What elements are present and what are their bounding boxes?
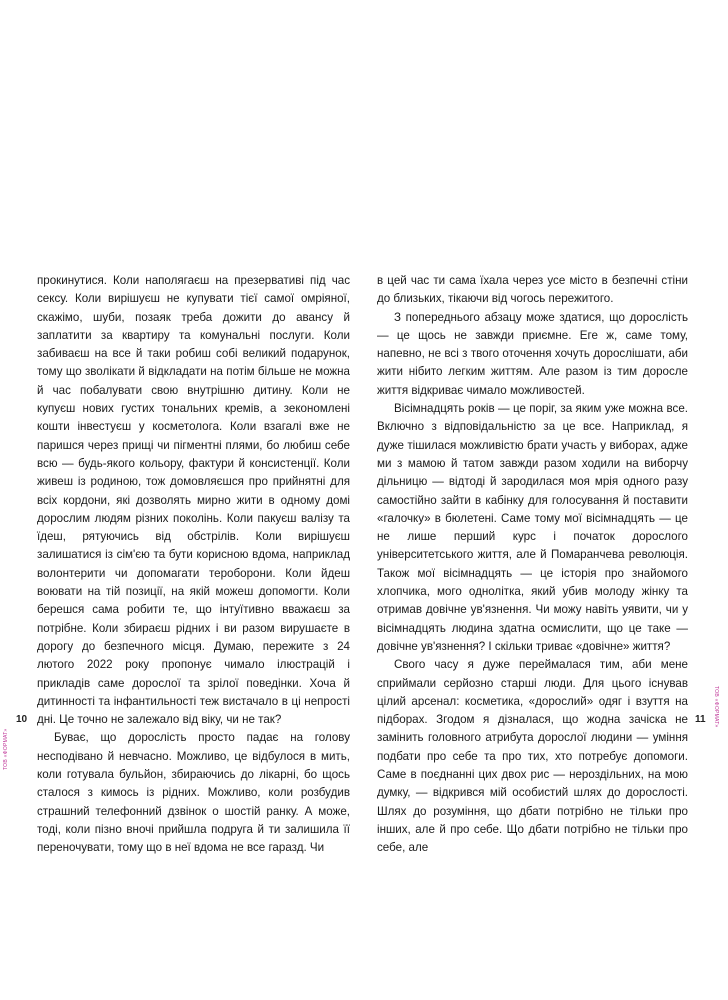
paragraph: Буває, що дорослість просто падає на голову несподівано й невчасно. Можливо, це відбулося в мить, коли готувала бульйон, збираючись до лікарні, бо щось сталося з кимось із рідних. Можливо, коли розбудив страшний телефонний дзвінок о шостій ранку. А може, тоді, коли пізно вночі прийшла подруга й ти залишила її переночувати, тому що в неї вдома не все гаразд. Чи: [37, 731, 350, 855]
left-page-text: [37, 272, 350, 858]
page-number-right: 11: [695, 714, 706, 725]
side-label-right: [712, 686, 720, 766]
paragraph: З попереднього абзацу може здатися, що дорослість — це щось не завжди приємне. Еге ж, саме тому, напевно, не всі з твого оточення хочуть дорослішати, аби жити нібито легким життям. Але разом із тим доросле життя відкриває чимало можливостей.: [377, 310, 688, 397]
paragraph: Вісімнадцять років — це поріг, за яким уже можна все. Включно з відповідальністю за це все. Наприклад, я дуже тішилася можливістю брати участь у виборах, адже ми з мамою й татом завжди разом ходили на виборчу дільницю — відтоді й зародилася моя мрія одного разу самостійно зайти в кабінку для голосування й поставити «галочку» в бюлетені. Саме тому мої вісімнадцять — це не лише перший курс і початок дорослого університетського життя, але й Помаранчева революція. Також мої вісімнадцять — це історія про знайомого хлопчика, мого однолітка, який убив молоду жінку та отримав довічне ув'язнення. Чи можу навіть уявити, чи у вісімнадцять людина здатна осмислити, що це таке — довічне ув'язнення? І скільки триває «довічне» життя?: [377, 402, 688, 653]
side-label-text: ТОВ «ФОРМАТ»: [3, 728, 9, 770]
right-page-text: [377, 272, 688, 858]
paragraph: Свого часу я дуже переймалася тим, аби мене сприймали серйозно старші люди. Для цього існував цілий арсенал: косметика, «дорослий» одяг і взуття на підборах. Згодом я дізналася, що жодна зачіска не замінить головного атрибута дорослої людини — уміння подбати про себе та про тих, хто потребує допомоги. Саме в поєднанні цих двох рис — нероздільних, на мою думку, — відкрився мій особистий шлях до дорослості. Шлях до розуміння, що дбати потрібно не тільки про інших, але й про себе. Що дбати потрібно не тільки про себе, але: [377, 658, 688, 855]
page-number-left: 10: [16, 714, 28, 725]
paragraph: прокинутися. Коли наполягаєш на презервативі під час сексу. Коли вирішуєш не купувати тієї самої омріяної, скажімо, шуби, позаяк треба дожити до авансу й заплатити за квартиру та комунальні послуги. Коли забиваєш на все й таки робиш собі великий подарунок, тому що зволікати й відкладати на потім більше не можна й час побалувати свою внутрішню дитину. Коли не купуєш нових густих тональних кремів, а зекономлені кошти інвестуєш у косметолога. Коли взагалі вже не паришся через прищі чи пігментні плями, бо любиш себе всю — будь-якого кольору, фактури й консистенції. Коли живеш із родиною, тож домовляєшся про прийнятні для всіх кордони, які дозволять мирно жити в одному домі дорослим людям різних поколінь. Коли пакуєш валізу та їдеш, рятуючись від обстрілів. Коли вирішуєш залишатися із сім'єю та бути корисною вдома, наприклад волонтерити чи допомагати тероборони. Коли йдеш воювати на тій позиції, на якій можеш допомогти. Коли берешся сама робити те, що інтуїтивно вважаєш за потрібне. Коли збираєш рідних і ви разом вирушаєте в дорогу до безпечного місця. Думаю, пережите з 24 лютого 2022 року пропонує чимало ілюстрацій і прикладів саме дорослої та зрілої поведінки. Хоча й дитинності та інфантильності теж вистачало в ці непрості дні. Це точно не залежало від віку, чи не так?: [37, 274, 350, 727]
side-label-text: ТОВ «ФОРМАТ»: [713, 686, 719, 728]
paragraph: в цей час ти сама їхала через усе місто в безпечні стіни до близьких, тікаючи від чогось пережитого.: [377, 274, 688, 306]
side-label-left: [2, 690, 10, 770]
